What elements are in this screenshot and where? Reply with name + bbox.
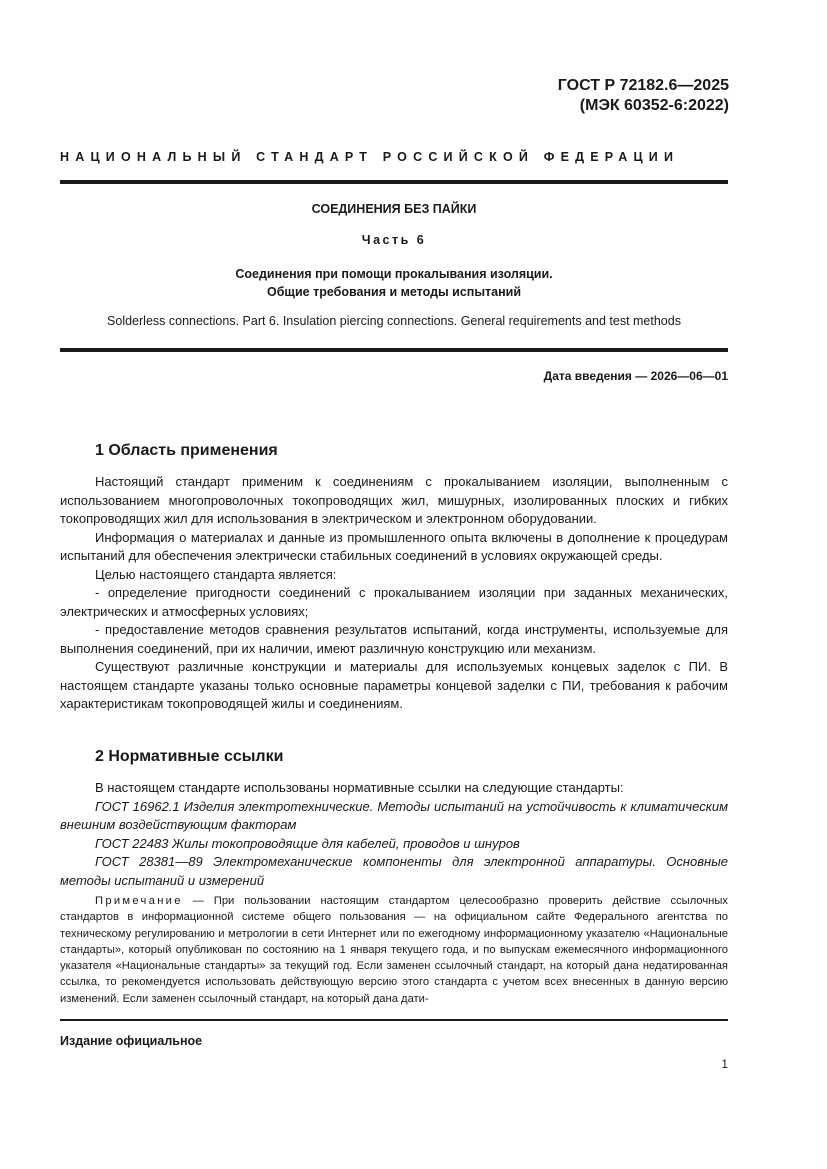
iec-number: (МЭК 60352-6:2022) — [579, 97, 729, 114]
subtitle-line-1: Соединения при помощи прокалывания изоляции. — [235, 267, 553, 281]
reference-item: ГОСТ 28381—89 Электромеханические компоненты для электронной аппаратуры. Основные методы испытаний и измерений — [60, 854, 728, 888]
section-1-body — [60, 473, 728, 714]
paragraph: Настоящий стандарт применим к соединениям с прокалыванием изоляции, выполненным с использованием многопроволочных токопроводящих жил, мишурных, изолированных плоских и гибких токопроводящих жил для использования в электрическом и электронном оборудовании. — [60, 474, 728, 526]
reference-item: ГОСТ 16962.1 Изделия электротехнические. Методы испытаний на устойчивость к климатическим внешним воздействующим факторам — [60, 798, 728, 832]
paragraph: Целью настоящего стандарта является: — [95, 566, 337, 582]
reference-item: ГОСТ 22483 Жилы токопроводящие для кабелей, проводов и шнуров — [95, 835, 520, 851]
official-edition-label: Издание официальное — [60, 1034, 203, 1048]
paragraph: Информация о материалах и данные из промышленного опыта включены в дополнение к процедурам испытаний для обеспечения электрически стабильных соединений в условиях окружающей среды. — [60, 529, 728, 563]
top-divider — [60, 180, 728, 184]
introduction-date: Дата введения — 2026—06—01 — [543, 369, 728, 383]
subtitle-line-2: Общие требования и методы испытаний — [266, 285, 522, 299]
standard-number: ГОСТ Р 72182.6—2025 — [557, 77, 729, 94]
document-title: СОЕДИНЕНИЯ БЕЗ ПАЙКИ — [311, 202, 477, 216]
page-number: 1 — [721, 1057, 728, 1071]
national-standard-banner: НАЦИОНАЛЬНЫЙ СТАНДАРТ РОССИЙСКОЙ ФЕДЕРАЦИИ — [60, 150, 680, 164]
paragraph: - определение пригодности соединений с прокалыванием изоляции при заданных механических, электрических и атмосферных условиях; — [60, 585, 728, 619]
paragraph: Существуют различные конструкции и материалы для используемых концевых заделок с ПИ. В настоящем стандарте указаны только основные параметры концевой заделки с ПИ, требования к рабочим характеристикам токопроводящей жилы и соединениям. — [60, 659, 728, 711]
note-text: — При пользовании настоящим стандартом целесообразно проверить действие ссылочных стандартов в информационной системе общего пользования — на официальном сайте Федерального агентства по техническому регулированию и метрологии в сети Интернет или по ежегодному информационному указателю «Национальные стандарты», который опубликован по состоянию на 1 января текущего года, и по выпускам ежемесячного информационного указателя «Национальные стандарты» за текущий год. Если заменен ссылочный стандарт, на который дана недатированная ссылка, то рекомендуется использовать действующую версию этого стандарта с учетом всех внесенных в данную версию изменений. Если заменен ссылочный стандарт, на который дана дати- — [60, 895, 728, 1005]
note-label: Примечание — [95, 895, 183, 907]
english-title: Solderless connections. Part 6. Insulation piercing connections. General requirements and test methods — [107, 314, 681, 328]
section-2-body — [60, 779, 728, 890]
part-label: Часть 6 — [361, 233, 427, 247]
footer-divider — [60, 1019, 728, 1021]
section-2-heading: 2 Нормативные ссылки — [95, 748, 284, 765]
note-paragraph — [60, 893, 728, 1007]
title-divider — [60, 348, 728, 352]
paragraph: - предоставление методов сравнения результатов испытаний, когда инструменты, используемые для выполнения соединений, при их наличии, имеют различную конструкцию или механизм. — [60, 622, 728, 656]
section-1-heading: 1 Область применения — [95, 442, 278, 459]
paragraph: В настоящем стандарте использованы нормативные ссылки на следующие стандарты: — [95, 780, 624, 795]
